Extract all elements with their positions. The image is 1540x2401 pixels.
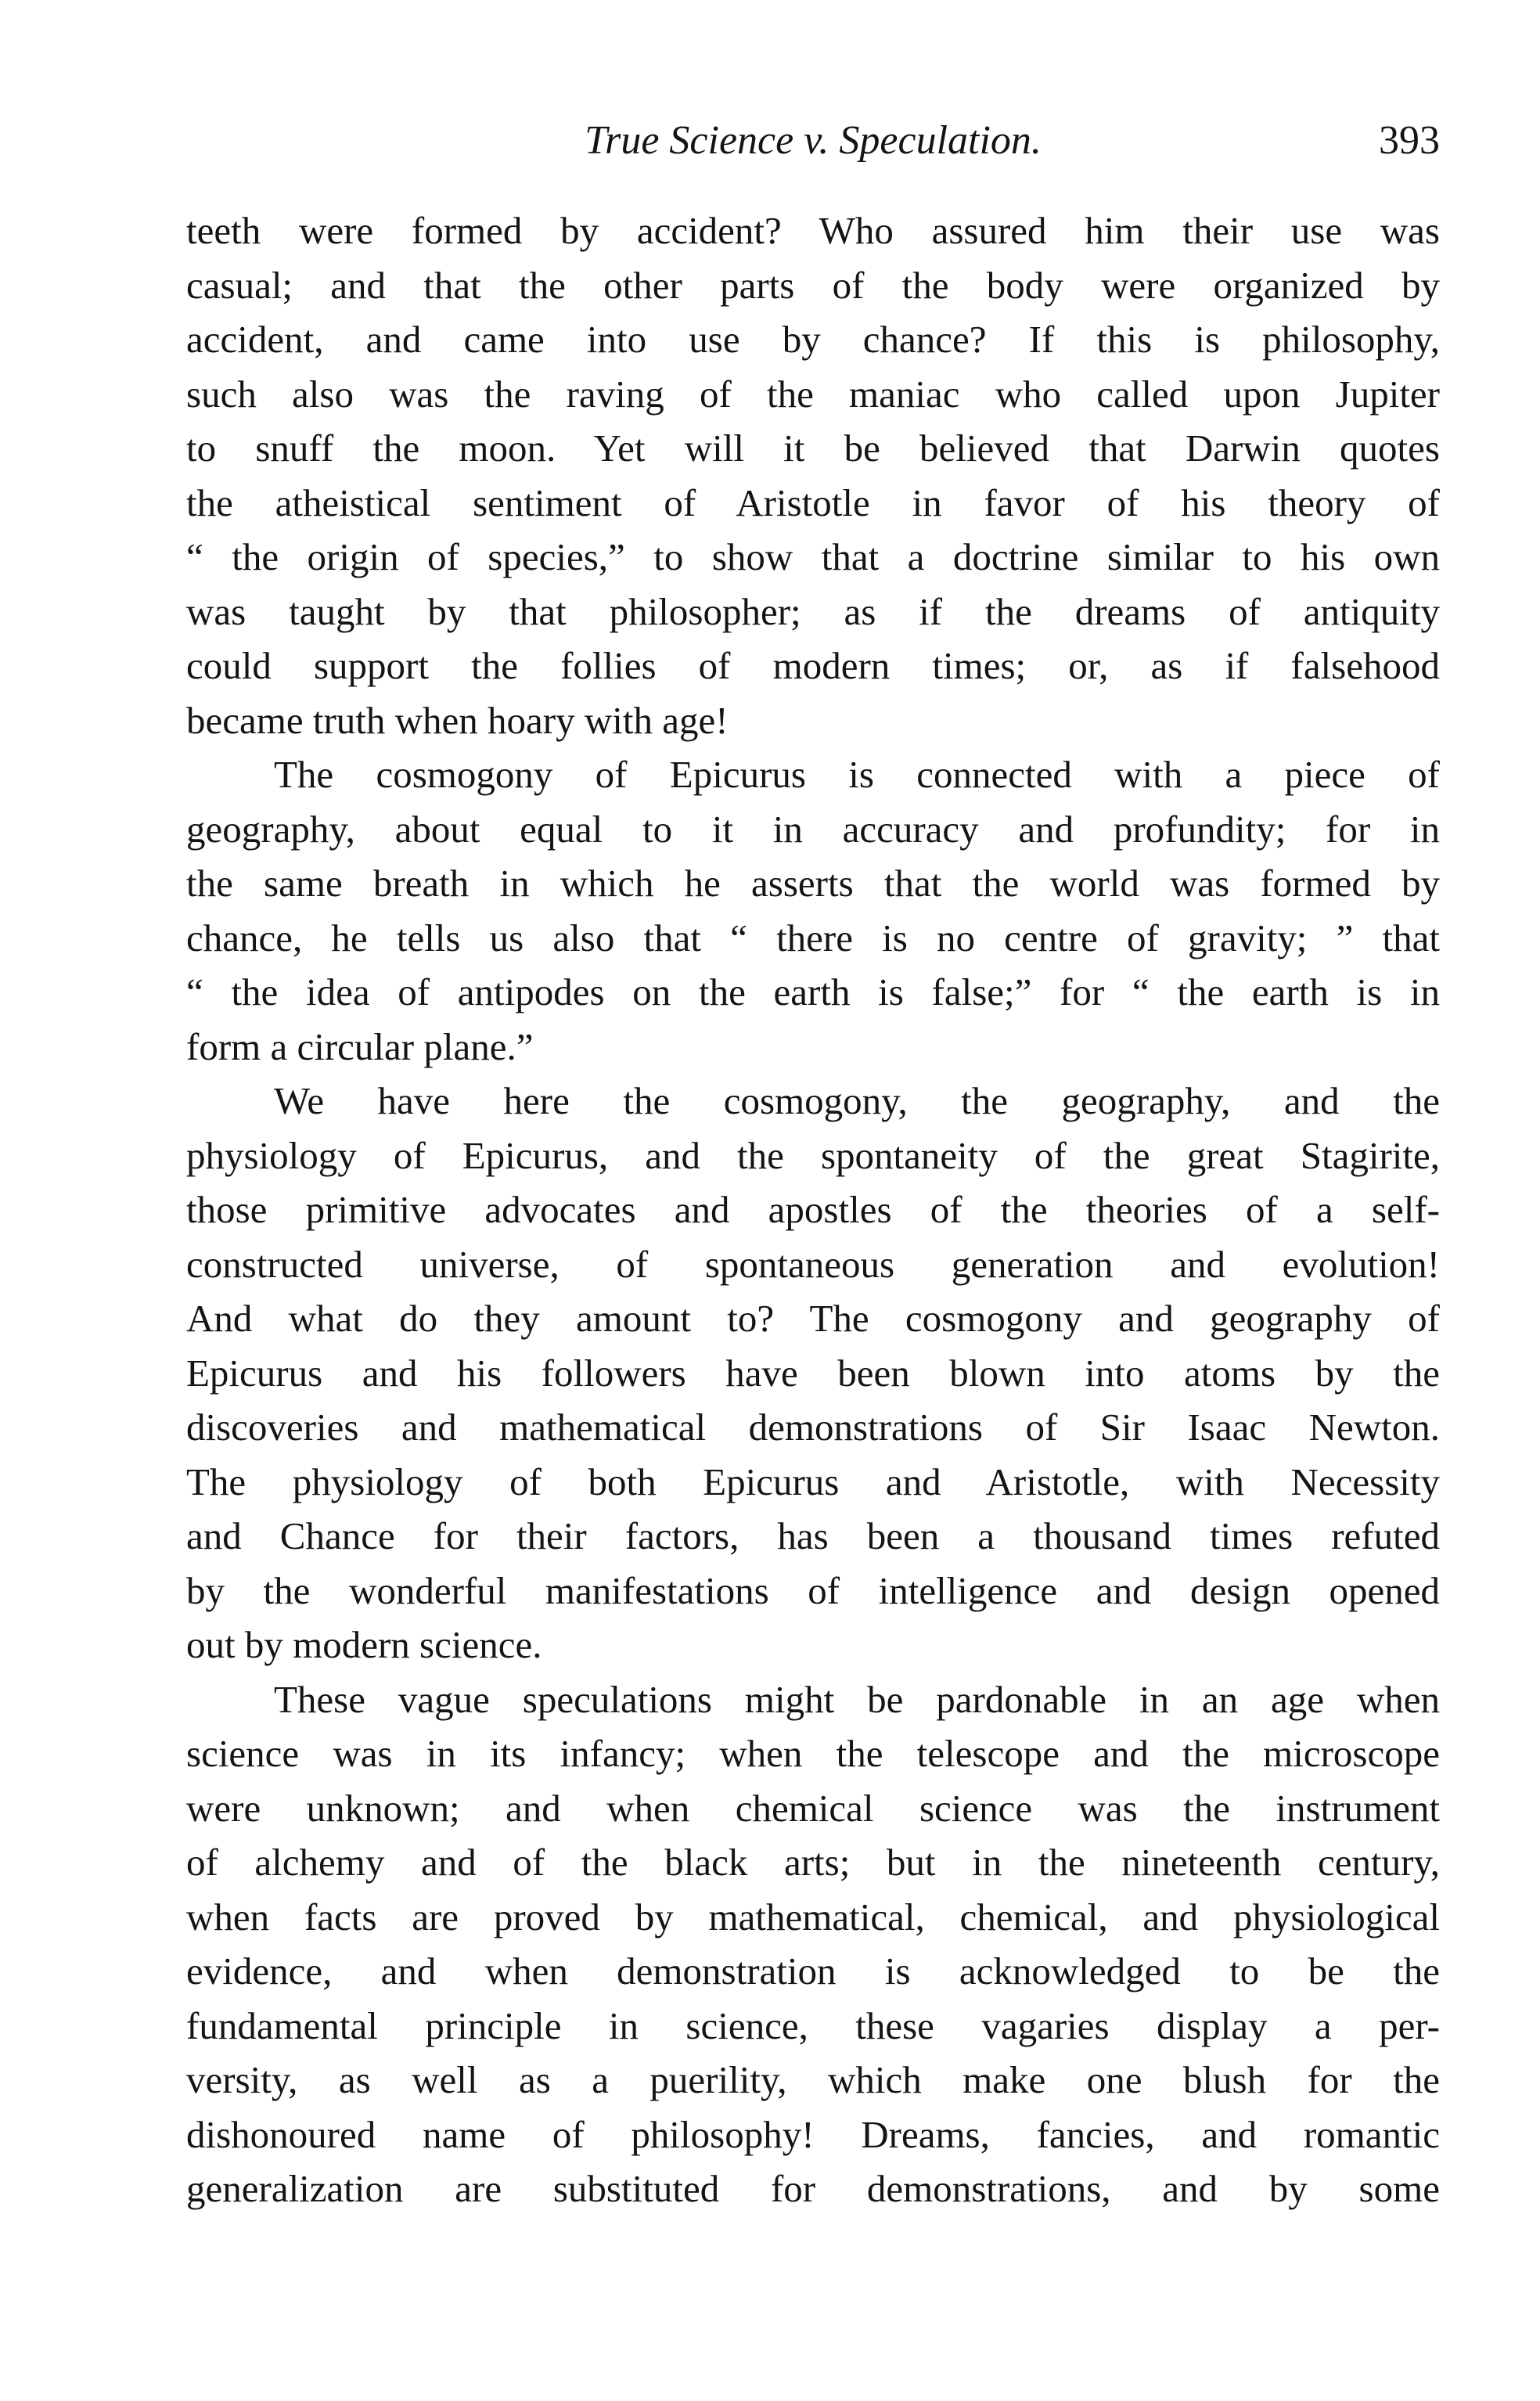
text-line: those primitive advocates and apostles of the theories of a self-: [186, 1188, 1440, 1231]
text-line: geography, about equal to it in accuracy and profundity; for in: [186, 807, 1440, 851]
text-line: “ the idea of antipodes on the earth is false;” for “ the earth is in: [186, 970, 1440, 1013]
text-line: These vague speculations might be pardonable in an age when: [274, 1677, 1440, 1721]
text-line: accident, and came into use by chance? If this is philosophy,: [186, 318, 1440, 361]
text-line: could support the follies of modern times; or, as if falsehood: [186, 644, 1440, 687]
text-line: The physiology of both Epicurus and Aristotle, with Necessity: [186, 1460, 1440, 1503]
text-line: dishonoured name of philosophy! Dreams, fancies, and romantic: [186, 2112, 1440, 2156]
text-line: by the wonderful manifestations of intelligence and design opened: [186, 1568, 1440, 1612]
text-line: casual; and that the other parts of the body were organized by: [186, 263, 1440, 307]
text-line: generalization are substituted for demonstrations, and by some: [186, 2167, 1440, 2210]
text-line: evidence, and when demonstration is acknowledged to be the: [186, 1949, 1440, 1992]
text-line: such also was the raving of the maniac who called upon Jupiter: [186, 372, 1440, 416]
text-line: “ the origin of species,” to show that a doctrine similar to his own: [186, 535, 1440, 578]
text-line: teeth were formed by accident? Who assured him their use was: [186, 209, 1440, 252]
text-line: were unknown; and when chemical science was the instrument: [186, 1786, 1440, 1830]
text-line: And what do they amount to? The cosmogony and geography of: [186, 1297, 1440, 1340]
text-line: physiology of Epicurus, and the spontaneity of the great Stagirite,: [186, 1133, 1440, 1177]
text-line: chance, he tells us also that “ there is no centre of gravity; ” that: [186, 916, 1440, 959]
paragraph: [186, 1074, 1440, 1672]
text-line: when facts are proved by mathematical, chemical, and physiological: [186, 1895, 1440, 1938]
paragraph: [186, 203, 1440, 747]
text-line: the atheistical sentiment of Aristotle in favor of his theory of: [186, 481, 1440, 524]
running-title: True Science v. Speculation.: [585, 118, 1042, 163]
text-line: Epicurus and his followers have been blown into atoms by the: [186, 1351, 1440, 1395]
running-head: [186, 117, 1440, 167]
text-line: the same breath in which he asserts that the world was formed by: [186, 862, 1440, 905]
page-number: 393: [1379, 118, 1440, 163]
text-line: of alchemy and of the black arts; but in the nineteenth century,: [186, 1841, 1440, 1884]
text-line: was taught by that philosopher; as if the dreams of antiquity: [186, 589, 1440, 633]
paragraph: [186, 747, 1440, 1074]
text-line: constructed universe, of spontaneous generation and evolution!: [186, 1242, 1440, 1286]
text-line: versity, as well as a puerility, which make one blush for the: [186, 2058, 1440, 2101]
paragraph: [186, 1672, 1440, 2216]
text-line: and Chance for their factors, has been a thousand times refuted: [186, 1514, 1440, 1557]
body-text: [186, 203, 1440, 2216]
text-line: fundamental principle in science, these vagaries display a per-: [186, 2003, 1440, 2047]
text-line: form a circular plane.”: [186, 1024, 534, 1068]
text-line: to snuff the moon. Yet will it be believed that Darwin quotes: [186, 427, 1440, 470]
text-line: science was in its infancy; when the telescope and the microscope: [186, 1732, 1440, 1775]
text-line: out by modern science.: [186, 1623, 542, 1666]
text-line: We have here the cosmogony, the geography, and the: [274, 1079, 1440, 1122]
text-line: The cosmogony of Epicurus is connected with a piece of: [274, 753, 1440, 796]
text-line: discoveries and mathematical demonstrations of Sir Isaac Newton.: [186, 1406, 1440, 1449]
text-line: became truth when hoary with age!: [186, 698, 729, 742]
